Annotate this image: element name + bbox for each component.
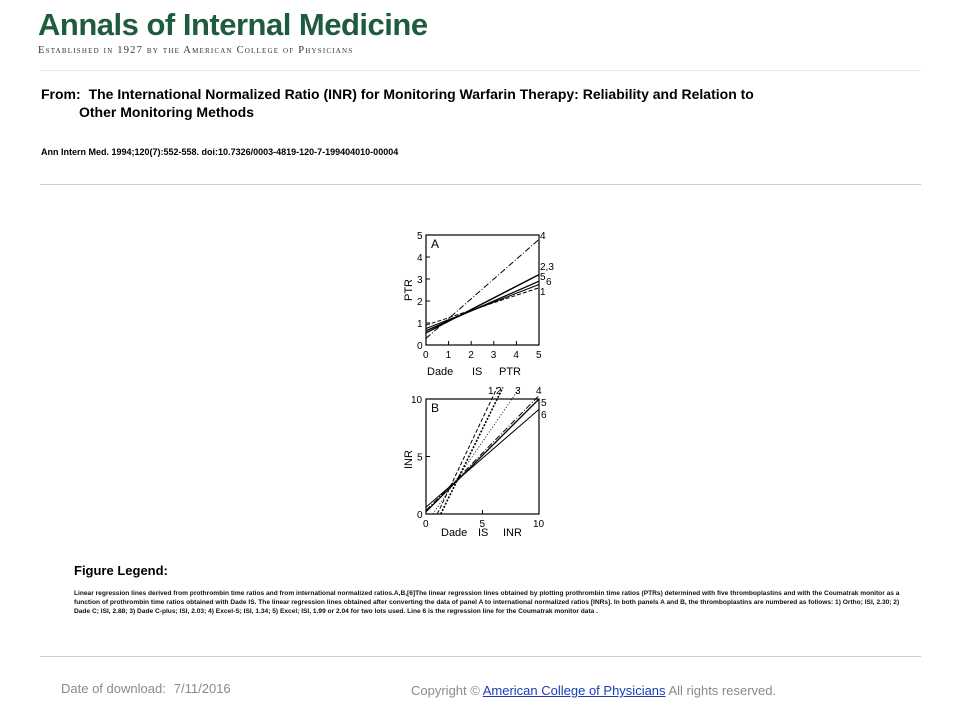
panel-b-ylabel: INR [403,450,415,469]
panel-a [403,231,554,378]
panel-a-ytick-label: 3 [417,275,423,286]
panel-a-xtick-label: 2 [468,350,474,361]
panel-b-right-label-5: 5 [541,398,547,409]
panel-a-xlabel-ptr: PTR [499,366,521,378]
panel-b-line-4 [426,396,539,511]
copyright-suffix: All rights reserved. [668,683,777,698]
panel-a-ytick-label: 0 [417,341,423,352]
panel-a-line-5 [426,281,539,331]
panel-a-xtick-label: 1 [445,350,452,361]
top-divider [40,184,921,185]
figure-legend-text: Linear regression lines derived from prothrombin time ratios and from international normalized ratios.A,B,[6]The linear regression lines obtained by plotting prothrombin time ratios (PTRs) determined with five thromboplastins and with the Coumatrak monitor as a function of prothrombin time ratios obtained with Dade IS. The linear regression lines obtained after converting the data of panel A to international normalized ratios [INRs]. In both panels A and B, the thromboplastins are numbered as follows: 1) Ortho; ISI, 2.30; 2) Dade C; ISI, 2.88; 3) Dade C-plus; ISI, 2.03; 4) Excel-S; ISI, 1.34; 5) Excel; ISI, 1.99 or 2.04 for two lots used. Line 6 is the regression line for the Coumatrak monitor data . [74,590,900,615]
panel-a-xtick-label: 5 [536,350,542,361]
panel-a-line-label-5: 5 [540,272,546,283]
copyright-line [411,683,776,698]
panel-b-line-6 [426,409,539,507]
citation: Ann Intern Med. 1994;120(7):552-558. doi:10.7326/0003-4819-120-7-199404010-00004 [41,147,399,157]
bottom-divider [40,656,921,657]
title-line-1: The International Normalized Ratio (INR) for Monitoring Warfarin Therapy: Reliability and Relation to [88,86,754,102]
from-label: From: [41,86,81,102]
panel-b [403,386,547,539]
panel-a-line-6 [426,285,539,329]
panel-a-xlabel-dade: Dade [427,366,454,378]
journal-masthead [38,8,428,56]
panel-b-xtick-label: 5 [479,519,486,530]
panel-b-top-label-3: 3 [515,386,521,397]
download-date: 7/11/2016 [173,681,231,696]
panel-b-line-2 [441,388,503,515]
figure-legend-heading: Figure Legend: [74,563,168,578]
panel-a-label: A [431,237,440,251]
panel-a-line-label-6: 6 [546,277,552,288]
panel-a-ytick-label: 1 [417,319,423,330]
download-label: Date of download: [61,681,166,696]
panel-a-xtick-label: 0 [423,350,429,361]
panel-b-line-5 [426,399,539,512]
panel-b-xlabel-dade: Dade [441,527,468,539]
panel-a-ylabel: PTR [403,279,415,301]
copyright-prefix: Copyright © [411,683,480,698]
figure [395,225,565,555]
download-date-line [61,681,231,696]
panel-b-label: B [431,401,440,415]
panel-b-top-label-4: 4 [536,386,542,397]
panel-b-xlabel-inr: INR [503,527,522,539]
panel-a-line-label-23: 2,3 [540,262,554,273]
panel-a-xtick-label: 3 [490,350,497,361]
panel-a-ytick-label: 2 [417,297,423,308]
panel-b-xtick-label: 0 [423,519,429,530]
panel-a-frame [426,235,539,345]
panel-a-ytick-label: 4 [417,253,423,264]
panel-b-top-label-2: 2 [496,386,502,397]
title-line-2: Other Monitoring Methods [79,104,254,120]
panel-b-ytick-label: 10 [411,395,423,406]
panel-a-ytick-label: 5 [417,231,423,242]
panel-a-xtick-label: 4 [513,350,519,361]
panel-b-right-label-6: 6 [541,410,547,421]
header-divider [40,70,921,71]
journal-tagline: Established in 1927 by the American College of Physicians [38,45,354,56]
panel-b-ytick-label: 0 [417,510,423,521]
panel-a-line-label-1: 1 [540,287,546,298]
panel-b-line-1 [437,388,497,515]
panel-b-ytick-label: 5 [417,452,423,464]
journal-name: Annals of Internal Medicine [38,7,428,42]
acp-link[interactable]: American College of Physicians [482,683,666,698]
panel-a-xlabel-is: IS [472,366,483,378]
panel-b-xlabel-is: IS [478,527,489,539]
panel-b-xtick-label: 10 [533,519,545,530]
panel-a-line-label-4: 4 [540,231,546,242]
panel-b-top-label-1: 1 [488,386,494,397]
article-title [41,85,871,121]
